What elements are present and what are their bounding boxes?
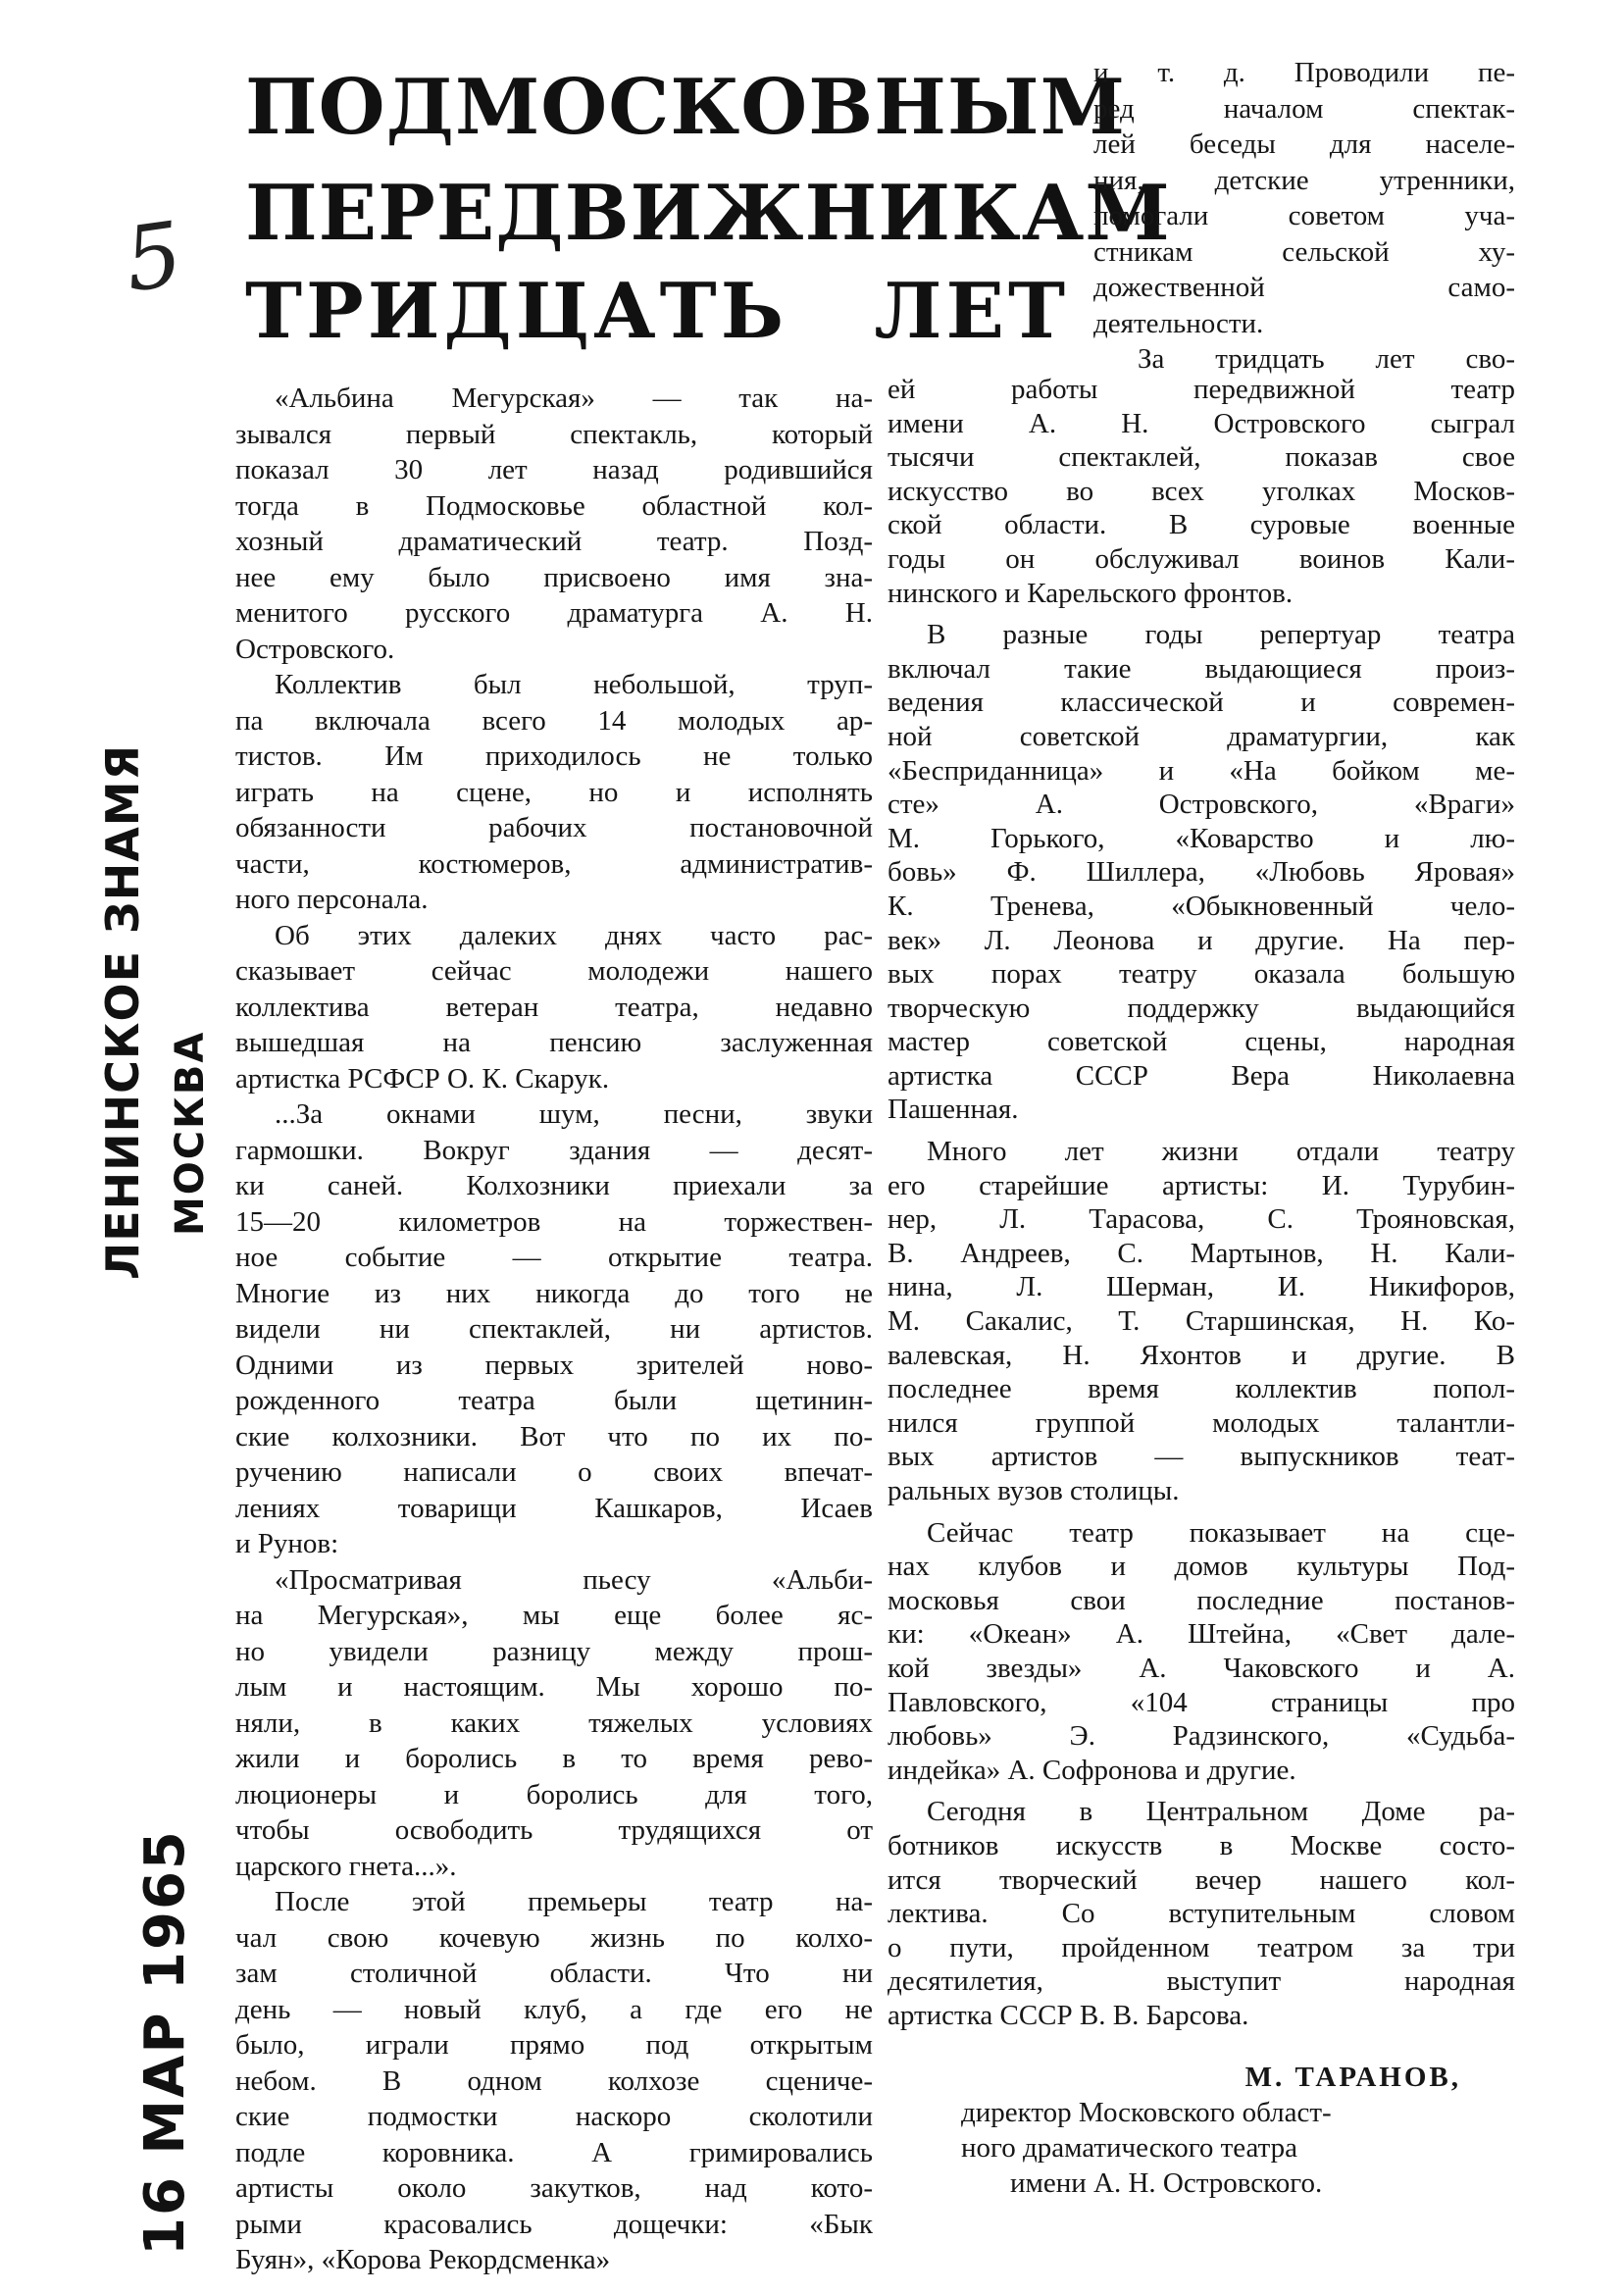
text-line: ведения классической и современ- bbox=[888, 687, 1515, 719]
text-line: и Рунов: bbox=[235, 1528, 339, 1559]
article-right-column-top bbox=[1093, 55, 1515, 378]
text-line: нина, Л. Шерман, И. Никифоров, bbox=[888, 1271, 1515, 1303]
text-line: Сейчас театр показывает на сце- bbox=[927, 1516, 1515, 1549]
text-line: коллектива ветеран театра, недавно bbox=[235, 991, 873, 1023]
text-line: тогда в Подмосковье областной кол- bbox=[235, 489, 873, 522]
text-line: Многие из них никогда до того не bbox=[235, 1277, 873, 1309]
text-line: Островского. bbox=[235, 633, 395, 665]
text-line: день — новый клуб, а где его не bbox=[235, 1993, 873, 2025]
text-line: М. Сакалис, Т. Старшинская, Н. Ко- bbox=[888, 1305, 1515, 1338]
headline-line-1: ПОДМОСКОВНЫМ bbox=[245, 63, 1126, 152]
text-line: кой звезды» А. Чаковского и А. bbox=[888, 1652, 1515, 1684]
text-line: десятилетия, выступит народная bbox=[888, 1965, 1515, 1998]
text-line: 15—20 километров на торжествен- bbox=[235, 1205, 873, 1238]
text-line: ские подмостки наскоро сколотили bbox=[235, 2101, 873, 2132]
text-line: его старейшие артисты: И. Турубин- bbox=[888, 1169, 1515, 1201]
author-position-line: ного драматического театра bbox=[961, 2132, 1298, 2164]
paragraph bbox=[888, 1516, 1515, 1788]
text-line: чтобы освободить трудящихся от bbox=[235, 1814, 873, 1846]
text-line: включал такие выдающиеся произ- bbox=[888, 652, 1515, 685]
text-line: мастер советской сцены, народная bbox=[888, 1026, 1515, 1058]
text-line: лым и настоящим. Мы хорошо по- bbox=[235, 1671, 873, 1703]
text-line: стникам сельской ху- bbox=[1093, 235, 1515, 268]
text-line: За тридцать лет сво- bbox=[1138, 343, 1515, 375]
text-line: ботников искусств в Москве состо- bbox=[888, 1829, 1515, 1861]
text-line: сказывает сейчас молодежи нашего bbox=[235, 955, 873, 987]
text-line: ей работы передвижной театр bbox=[888, 374, 1515, 405]
paragraph bbox=[888, 1795, 1515, 2032]
text-line: лениях товарищи Кашкаров, Исаев bbox=[235, 1492, 873, 1524]
text-line: вых порах театру оказала большую bbox=[888, 958, 1515, 991]
text-line: московья свои последние постанов- bbox=[888, 1584, 1515, 1616]
headline-line-2: ПЕРЕДВИЖНИКАМ bbox=[245, 169, 1171, 258]
text-line: тистов. Им приходилось не только bbox=[235, 740, 873, 772]
text-line: нился группой молодых талантли- bbox=[888, 1406, 1515, 1439]
text-line: Одними из первых зрителей ново- bbox=[235, 1349, 873, 1381]
text-line: ного персонала. bbox=[235, 884, 429, 915]
text-line: Пашенная. bbox=[888, 1094, 1019, 1126]
text-line: ится творческий вечер нашего кол- bbox=[888, 1863, 1515, 1896]
stamp-date: 16 МАР 1965 bbox=[133, 1829, 197, 2256]
text-line: показал 30 лет назад родившийся bbox=[235, 454, 873, 485]
text-line: лей беседы для населе- bbox=[1093, 128, 1515, 160]
text-line: Много лет жизни отдали театру bbox=[927, 1136, 1515, 1168]
text-line: нинского и Карельского фронтов. bbox=[888, 577, 1294, 609]
text-line: век» Л. Леонова и другие. На пер- bbox=[888, 924, 1515, 956]
text-line: ручению написали о своих впечат- bbox=[235, 1456, 873, 1488]
text-line: па включала всего 14 молодых ар- bbox=[235, 704, 873, 737]
text-line: ред началом спектак- bbox=[1093, 92, 1515, 125]
text-line: Коллектив был небольшой, труп- bbox=[275, 669, 873, 700]
text-line: вых артистов — выпускников теат- bbox=[888, 1441, 1515, 1473]
text-line: няли, в каких тяжелых условиях bbox=[235, 1707, 873, 1739]
text-line: рыми красовались дощечки: «Бык bbox=[235, 2208, 873, 2240]
text-line: менитого русского драматурга А. Н. bbox=[235, 597, 873, 629]
text-line: видели ни спектаклей, ни артистов. bbox=[235, 1313, 873, 1345]
handwritten-margin-note: 5 bbox=[118, 202, 189, 313]
text-line: «Просматривая пьесу «Альби- bbox=[275, 1563, 873, 1596]
text-line: артистка СССР Вера Николаевна bbox=[888, 1059, 1515, 1092]
text-line: артистка СССР В. В. Барсова. bbox=[888, 1999, 1249, 2031]
text-line: жили и боролись в то время рево- bbox=[235, 1743, 873, 1774]
text-line: ральных вузов столицы. bbox=[888, 1475, 1180, 1506]
text-line: ной советской драматургии, как bbox=[888, 720, 1515, 752]
author-position-line: директор Московского област- bbox=[961, 2097, 1332, 2128]
text-line: ное событие — открытие театра. bbox=[235, 1242, 873, 1273]
paragraph bbox=[235, 1884, 873, 2278]
text-line: люционеры и боролись для того, bbox=[235, 1778, 873, 1810]
text-line: лектива. Со вступительным словом bbox=[888, 1898, 1515, 1930]
text-line: и т. д. Проводили пе- bbox=[1093, 57, 1515, 88]
text-line: ские колхозники. Вот что по их по- bbox=[235, 1420, 873, 1452]
text-line: имени А. Н. Островского сыграл bbox=[888, 407, 1515, 439]
stamp-newspaper-name: ЛЕНИНСКОЕ ЗНАМЯ bbox=[96, 744, 149, 1280]
text-line: на Мегурская», мы еще более яс- bbox=[235, 1600, 873, 1631]
text-line: помогали советом уча- bbox=[1093, 200, 1515, 231]
text-line: В. Андреев, С. Мартынов, Н. Кали- bbox=[888, 1237, 1515, 1269]
text-line: М. Горького, «Коварство и лю- bbox=[888, 822, 1515, 854]
paragraph bbox=[888, 618, 1515, 1127]
text-line: тысячи спектаклей, показав свое bbox=[888, 441, 1515, 474]
text-line: валевская, Н. Яхонтов и другие. В bbox=[888, 1339, 1515, 1371]
paragraph bbox=[888, 1135, 1515, 1508]
text-line: искусство во всех уголках Москов- bbox=[888, 475, 1515, 507]
article-left-column bbox=[235, 381, 873, 2278]
text-line: ния, детские утренники, bbox=[1093, 164, 1515, 196]
text-line: последнее время коллектив попол- bbox=[888, 1373, 1515, 1405]
text-line: артисты около закутков, над кото- bbox=[235, 2172, 873, 2204]
text-line: бовь» Ф. Шиллера, «Любовь Яровая» bbox=[888, 856, 1515, 889]
text-line: подле коровника. А гримировались bbox=[235, 2136, 873, 2168]
text-line: сте» А. Островского, «Враги» bbox=[888, 789, 1515, 821]
text-line: зывался первый спектакль, который bbox=[235, 418, 873, 450]
text-line: К. Тренева, «Обыкновенный чело- bbox=[888, 890, 1515, 922]
text-line: небом. В одном колхозе сцениче- bbox=[235, 2064, 873, 2097]
text-line: но увидели разницу между прош- bbox=[235, 1635, 873, 1667]
paragraph bbox=[235, 918, 873, 1097]
text-line: обязанности рабочих постановочной bbox=[235, 812, 873, 843]
text-line: индейка» А. Софронова и другие. bbox=[888, 1754, 1296, 1786]
text-line: Павловского, «104 страницы про bbox=[888, 1686, 1515, 1718]
text-line: играть на сцене, но и исполнять bbox=[235, 776, 873, 808]
text-line: любовь» Э. Радзинского, «Судьба- bbox=[888, 1720, 1515, 1753]
text-line: ...За окнами шум, песни, звуки bbox=[275, 1098, 873, 1130]
text-line: о пути, пройденном театром за три bbox=[888, 1931, 1515, 1963]
paragraph bbox=[235, 1562, 873, 1885]
text-line: нее ему было присвоено имя зна- bbox=[235, 561, 873, 593]
text-line: годы он обслуживал воинов Кали- bbox=[888, 542, 1515, 575]
text-line: было, играли прямо под открытым bbox=[235, 2029, 873, 2061]
text-line: В разные годы репертуар театра bbox=[927, 619, 1515, 651]
text-line: зам столичной области. Что ни bbox=[235, 1958, 873, 1989]
stamp-city: МОСКВА bbox=[168, 1030, 213, 1236]
paragraph bbox=[1093, 55, 1515, 341]
text-line: хозный драматический театр. Позд- bbox=[235, 526, 873, 557]
text-line: ской области. В суровые военные bbox=[888, 509, 1515, 541]
text-line: «Бесприданница» и «На бойком ме- bbox=[888, 754, 1515, 787]
paragraph bbox=[235, 667, 873, 918]
author-name: М. ТАРАНОВ, bbox=[1244, 2062, 1461, 2093]
text-line: Сегодня в Центральном Доме ра- bbox=[927, 1796, 1515, 1828]
text-line: ки саней. Колхозники приехали за bbox=[235, 1170, 873, 1201]
text-line: нах клубов и домов культуры Под- bbox=[888, 1551, 1515, 1583]
text-line: части, костюмеров, административ- bbox=[235, 847, 873, 880]
text-line: вышедшая на пенсию заслуженная bbox=[235, 1027, 873, 1058]
text-line: рожденного театра были щетинин- bbox=[235, 1385, 873, 1416]
paragraph bbox=[888, 373, 1515, 610]
text-line: творческую поддержку выдающийся bbox=[888, 992, 1515, 1024]
text-line: царского гнета...». bbox=[235, 1850, 457, 1882]
article-right-column bbox=[888, 373, 1515, 2041]
text-line: «Альбина Мегурская» — так на- bbox=[275, 382, 873, 414]
text-line: нер, Л. Тарасова, С. Трояновская, bbox=[888, 1203, 1515, 1236]
text-line: Буян», «Корова Рекордсменка» bbox=[235, 2244, 611, 2275]
paragraph bbox=[235, 381, 873, 667]
text-line: гармошки. Вокруг здания — десят- bbox=[235, 1134, 873, 1166]
text-line: деятельности. bbox=[1093, 307, 1264, 339]
author-position-line: имени А. Н. Островского. bbox=[1010, 2167, 1323, 2199]
text-line: чал свою кочевую жизнь по колхо- bbox=[235, 1921, 873, 1954]
text-line: После этой премьеры театр на- bbox=[275, 1886, 873, 1917]
text-line: Об этих далеких днях часто рас- bbox=[275, 919, 873, 951]
text-line: дожественной само- bbox=[1093, 272, 1515, 303]
signature-block bbox=[941, 2060, 1491, 2201]
text-line: ки: «Океан» А. Штейна, «Свет дале- bbox=[888, 1618, 1515, 1651]
headline-line-3: ТРИДЦАТЬ ЛЕТ bbox=[245, 267, 1069, 356]
text-line: артистка РСФСР О. К. Скарук. bbox=[235, 1062, 610, 1095]
paragraph bbox=[235, 1096, 873, 1562]
